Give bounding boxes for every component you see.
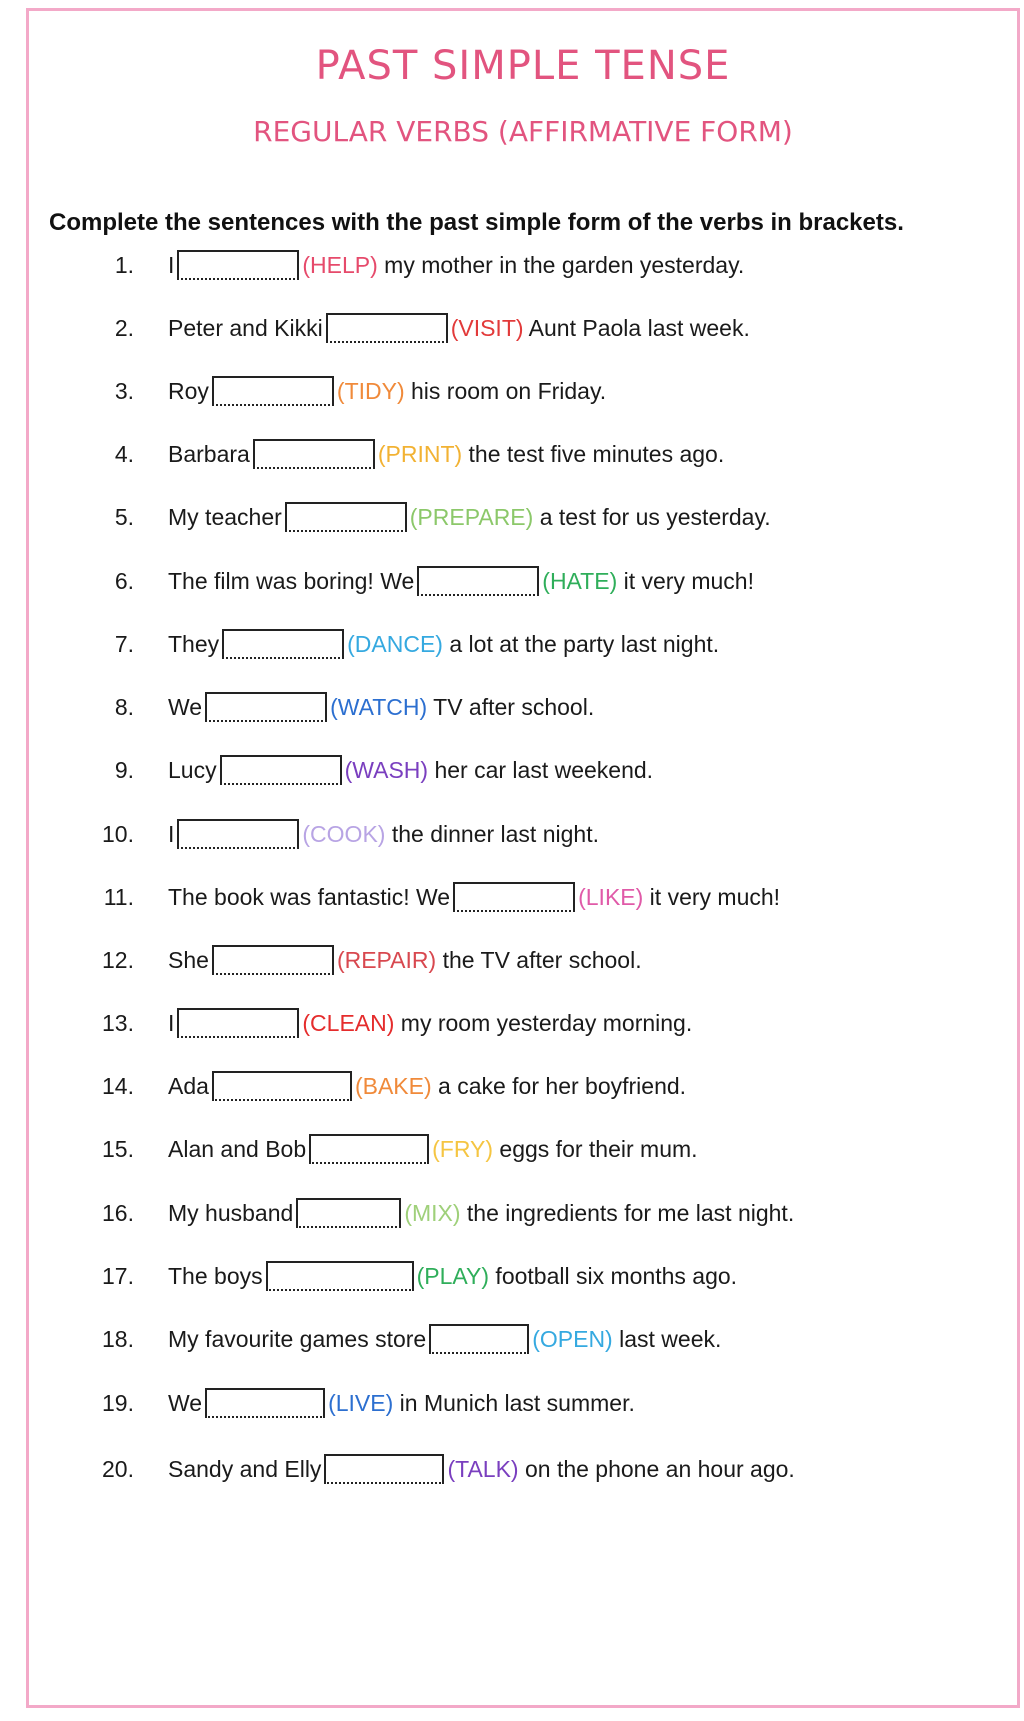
item-number: 13. (102, 1009, 134, 1036)
sentence-end: football six months ago. (489, 1262, 738, 1289)
sentence-end: my room yesterday morning. (394, 1009, 693, 1036)
item-number: 17. (102, 1262, 134, 1289)
verb-hint: (FRY) (432, 1135, 494, 1162)
answer-blank[interactable] (453, 882, 575, 912)
exercise-item (29, 687, 594, 727)
answer-blank[interactable] (324, 1454, 444, 1484)
verb-hint: (LIVE) (328, 1389, 394, 1416)
exercise-item (29, 940, 642, 980)
verb-hint: (BAKE) (354, 1072, 432, 1099)
verb-hint: (PRINT) (377, 440, 463, 467)
answer-blank[interactable] (205, 1388, 325, 1418)
item-number: 6. (114, 567, 134, 594)
sentence-start: The boys (168, 1262, 263, 1289)
answer-blank[interactable] (220, 755, 342, 785)
sentence-end: Aunt Paola last week. (523, 314, 750, 341)
exercise-item (29, 308, 750, 348)
sentence-end: a cake for her boyfriend. (431, 1072, 687, 1099)
worksheet-subtitle: REGULAR VERBS (AFFIRMATIVE FORM) (253, 115, 793, 148)
sentence-end: eggs for their mum. (493, 1135, 698, 1162)
sentence-start: We (168, 1389, 203, 1416)
exercise-item (29, 371, 606, 411)
sentence-start: She (168, 946, 209, 973)
verb-hint: (VISIT) (450, 314, 524, 341)
sentence-start: The film was boring! We (168, 567, 415, 594)
answer-blank[interactable] (222, 629, 344, 659)
answer-blank[interactable] (429, 1324, 529, 1354)
sentence-end: TV after school. (427, 693, 595, 720)
sentence-end: the test five minutes ago. (462, 440, 725, 467)
exercise-item (29, 1066, 686, 1106)
exercise-item (29, 245, 744, 285)
sentence-end: a test for us yesterday. (533, 503, 771, 530)
verb-hint: (HELP) (302, 251, 378, 278)
verb-hint: (PREPARE) (409, 503, 534, 530)
answer-blank[interactable] (205, 692, 327, 722)
item-number: 19. (102, 1389, 134, 1416)
item-number: 20. (102, 1455, 134, 1482)
sentence-end: the dinner last night. (385, 820, 599, 847)
verb-hint: (TIDY) (336, 377, 405, 404)
verb-hint: (HATE) (542, 567, 618, 594)
sentence-end: on the phone an hour ago. (518, 1455, 795, 1482)
sentence-start: My husband (168, 1199, 294, 1226)
worksheet (26, 8, 1020, 1708)
verb-hint: (DANCE) (347, 630, 443, 657)
exercise-item (29, 1256, 737, 1296)
sentence-start: Sandy and Elly (168, 1455, 322, 1482)
sentence-end: the TV after school. (436, 946, 642, 973)
verb-hint: (WATCH) (330, 693, 428, 720)
item-number: 4. (114, 440, 134, 467)
sentence-start: Alan and Bob (168, 1135, 307, 1162)
sentence-start: Ada (168, 1072, 209, 1099)
sentence-end: my mother in the garden yesterday. (377, 251, 745, 278)
exercise-item (29, 624, 719, 664)
exercise-item (29, 1193, 794, 1233)
exercise-item (29, 1449, 795, 1489)
sentence-start: My teacher (168, 503, 282, 530)
verb-hint: (TALK) (447, 1455, 519, 1482)
item-number: 1. (114, 251, 134, 278)
verb-hint: (MIX) (404, 1199, 461, 1226)
sentence-end: it very much! (617, 567, 754, 594)
item-number: 7. (114, 630, 134, 657)
answer-blank[interactable] (266, 1261, 414, 1291)
exercise-item (29, 750, 653, 790)
verb-hint: (LIKE) (578, 883, 644, 910)
sentence-end: it very much! (643, 883, 781, 910)
item-number: 14. (102, 1072, 134, 1099)
item-number: 15. (102, 1135, 134, 1162)
answer-blank[interactable] (285, 502, 407, 532)
sentence-start: My favourite games store (168, 1325, 427, 1352)
answer-blank[interactable] (417, 566, 539, 596)
exercise-item (29, 1319, 721, 1359)
sentence-end: a lot at the party last night. (442, 630, 720, 657)
item-number: 9. (114, 756, 134, 783)
sentence-start: Peter and Kikki (168, 314, 323, 341)
sentence-start: Barbara (168, 440, 250, 467)
answer-blank[interactable] (177, 250, 299, 280)
answer-blank[interactable] (326, 313, 448, 343)
sentence-start: I (168, 1009, 175, 1036)
verb-hint: (WASH) (344, 756, 429, 783)
item-number: 3. (114, 377, 134, 404)
item-number: 18. (102, 1325, 134, 1352)
verb-hint: (PLAY) (416, 1262, 490, 1289)
sentence-end: her car last weekend. (428, 756, 654, 783)
item-number: 11. (103, 883, 134, 910)
verb-hint: (OPEN) (532, 1325, 613, 1352)
answer-blank[interactable] (309, 1134, 429, 1164)
item-number: 8. (114, 693, 134, 720)
sentence-end: the ingredients for me last night. (460, 1199, 795, 1226)
sentence-end: his room on Friday. (404, 377, 607, 404)
answer-blank[interactable] (212, 376, 334, 406)
sentence-start: I (168, 251, 175, 278)
item-number: 10. (102, 820, 134, 847)
sentence-end: in Munich last summer. (393, 1389, 635, 1416)
exercise-item (29, 497, 771, 537)
answer-blank[interactable] (177, 819, 299, 849)
sentence-start: The book was fantastic! We (168, 883, 451, 910)
sentence-start: I (168, 820, 175, 847)
worksheet-title: PAST SIMPLE TENSE (315, 43, 731, 89)
answer-blank[interactable] (177, 1008, 299, 1038)
instructions: Complete the sentences with the past simple form of the verbs in brackets. (49, 209, 904, 236)
answer-blank[interactable] (253, 439, 375, 469)
exercise-item (29, 1129, 698, 1169)
sentence-start: We (168, 693, 203, 720)
exercise-item (29, 561, 754, 601)
answer-blank[interactable] (296, 1198, 401, 1228)
item-number: 2. (114, 314, 134, 341)
answer-blank[interactable] (212, 945, 334, 975)
item-number: 16. (102, 1199, 134, 1226)
verb-hint: (REPAIR) (336, 946, 437, 973)
item-number: 12. (102, 946, 134, 973)
exercise-item (29, 877, 780, 917)
sentence-start: Lucy (168, 756, 217, 783)
exercise-item (29, 1383, 635, 1423)
sentence-start: They (168, 630, 220, 657)
sentence-start: Roy (168, 377, 209, 404)
item-number: 5. (114, 503, 134, 530)
exercise-item (29, 814, 599, 854)
verb-hint: (COOK) (302, 820, 386, 847)
exercise-item (29, 1003, 692, 1043)
answer-blank[interactable] (212, 1071, 352, 1101)
sentence-end: last week. (612, 1325, 722, 1352)
exercise-item (29, 434, 724, 474)
verb-hint: (CLEAN) (302, 1009, 395, 1036)
